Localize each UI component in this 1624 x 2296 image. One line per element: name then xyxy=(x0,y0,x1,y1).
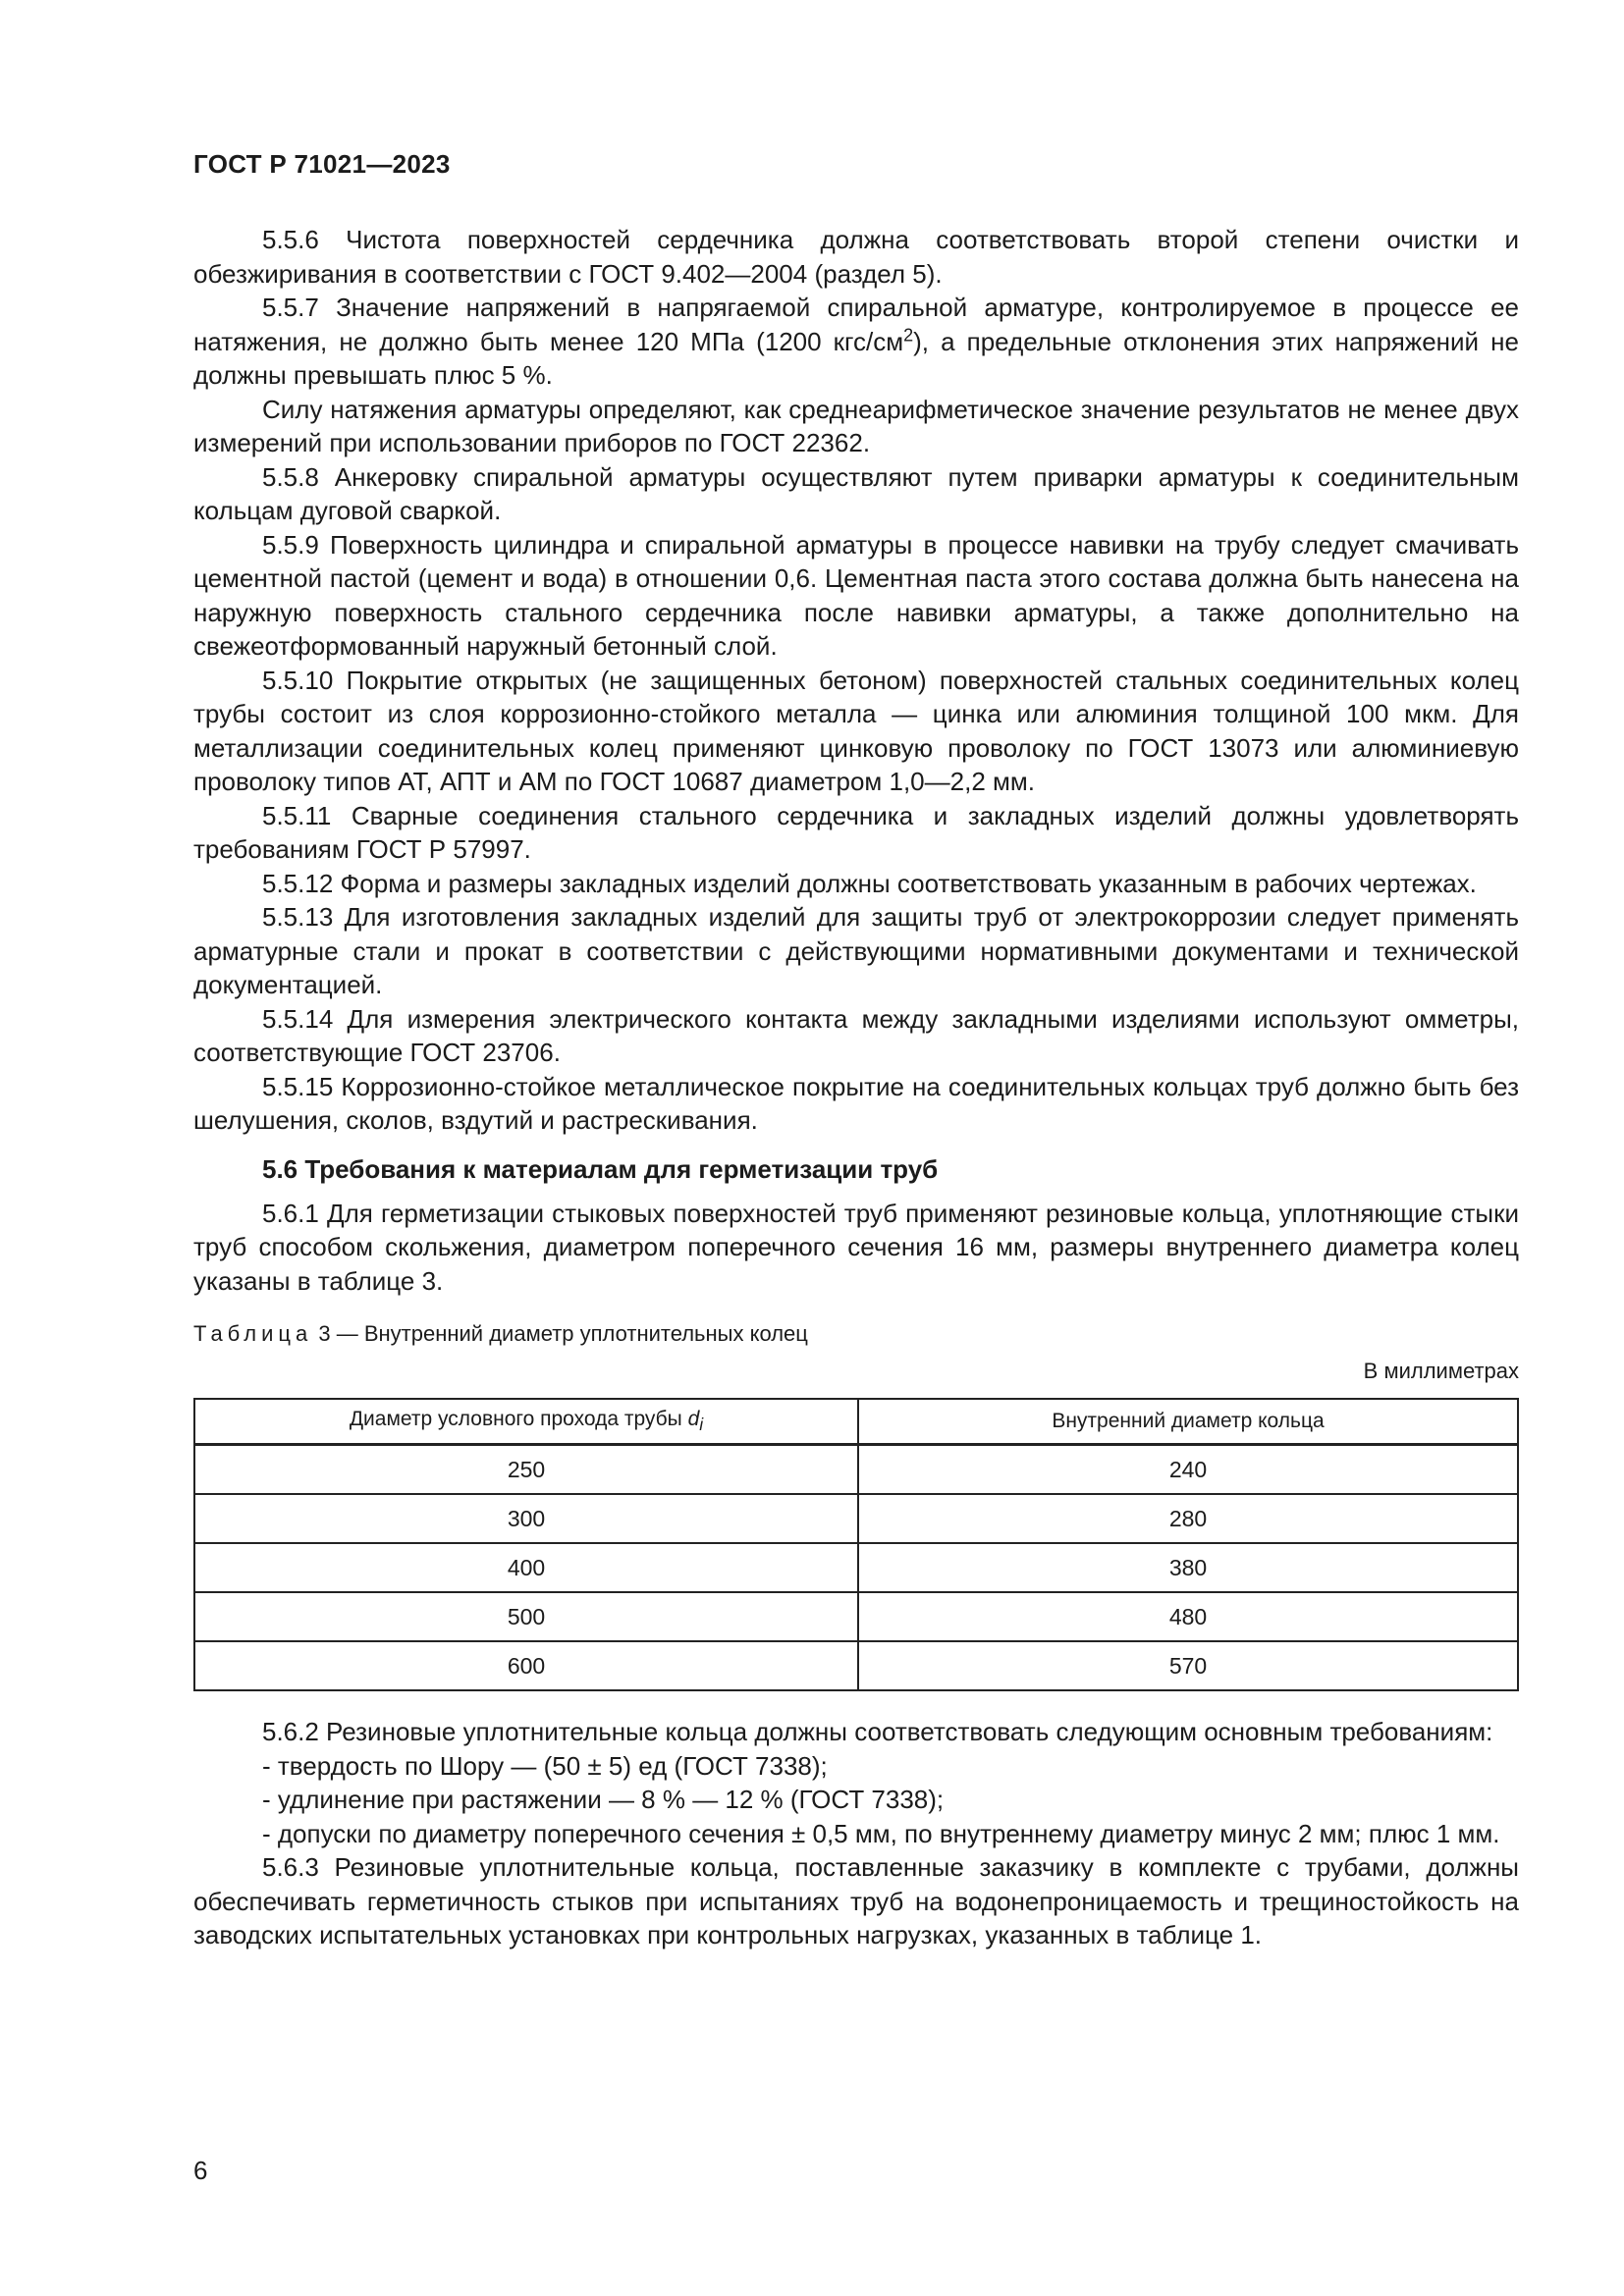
table-cell-nominal-diameter: 300 xyxy=(194,1494,858,1543)
table-row xyxy=(194,1641,1518,1690)
document-header: ГОСТ Р 71021—2023 xyxy=(193,149,451,179)
table-cell-ring-diameter: 240 xyxy=(858,1445,1518,1495)
table-cell-ring-diameter: 480 xyxy=(858,1592,1518,1641)
table-row xyxy=(194,1592,1518,1641)
table-3 xyxy=(193,1398,1519,1691)
table-row xyxy=(194,1494,1518,1543)
section-heading-5-6: 5.6 Требования к материалам для герметизации труб xyxy=(262,1153,939,1184)
table-cell-nominal-diameter: 250 xyxy=(194,1445,858,1495)
paragraph-5-5-12: 5.5.12 Форма и размеры закладных изделий должны соответствовать указанным в рабочих чертежах. xyxy=(262,868,1477,898)
paragraph-5-5-10: 5.5.10 Покрытие открытых (не защищенных бетоном) поверхностей стальных соединительных колец трубы состоит из слоя коррозионно-стойкого металла — цинка или алюминия толщиной 100 мкм. Для металлизации соединительных колец применяют цинковую проволоку по ГОСТ 13073 или алюминиевую проволоку типов АТ, АПТ и АМ по ГОСТ 10687 диаметром 1,0—2,2 мм. xyxy=(193,665,1519,796)
list-item-elongation: - удлинение при растяжении — 8 % — 12 % (ГОСТ 7338); xyxy=(262,1785,945,1814)
paragraph-5-5-11: 5.5.11 Сварные соединения стального сердечника и закладных изделий должны удовлетворять требованиям ГОСТ Р 57997. xyxy=(193,800,1519,864)
paragraph-5-5-7 xyxy=(193,291,1519,393)
table-cell-nominal-diameter: 400 xyxy=(194,1543,858,1592)
header-text: Диаметр условного прохода трубы xyxy=(349,1407,688,1430)
paragraph-5-6-3: 5.6.3 Резиновые уплотнительные кольца, поставленные заказчику в комплекте с трубами, должны обеспечивать герметичность стыков при испытаниях труб на водонепроницаемость и трещиностойкость на заводских испытательных установках при контрольных нагрузках, указанных в таблице 1. xyxy=(193,1852,1519,1949)
paragraph-5-5-9: 5.5.9 Поверхность цилиндра и спиральной арматуры в процессе навивки на трубу следует смачивать цементной пастой (цемент и вода) в отношении 0,6. Цементная паста этого состава должна быть нанесена на наружную поверхность стального сердечника после навивки арматуры, а также дополнительно на свежеотформованный наружный бетонный слой. xyxy=(193,529,1519,661)
paragraph-5-5-7-text-b: ), а предельные отклонения этих напряжений не должны превышать плюс 5 %. xyxy=(193,326,1519,390)
table-cell-ring-diameter: 570 xyxy=(858,1641,1518,1690)
table-row xyxy=(194,1543,1518,1592)
paragraph-5-5-14: 5.5.14 Для измерения электрического контакта между закладными изделиями используют омметры, соответствующие ГОСТ 23706. xyxy=(193,1003,1519,1067)
table-header-nominal-diameter xyxy=(194,1399,858,1445)
header-variable: d xyxy=(687,1407,700,1430)
paragraph-5-6-2: 5.6.2 Резиновые уплотнительные кольца должны соответствовать следующим основным требованиям: xyxy=(262,1717,1493,1746)
paragraph-5-5-8: 5.5.8 Анкеровку спиральной арматуры осуществляют путем приварки арматуры к соединительным кольцам дуговой сваркой. xyxy=(193,461,1519,525)
table-cell-nominal-diameter: 500 xyxy=(194,1592,858,1641)
page-number: 6 xyxy=(193,2156,208,2185)
table-header-row xyxy=(194,1399,1518,1445)
table-header-ring-inner-diameter: Внутренний диаметр кольца xyxy=(858,1399,1518,1445)
table-caption-text: 3 — Внутренний диаметр уплотнительных колец xyxy=(318,1321,808,1346)
table-units: В миллиметрах xyxy=(1363,1359,1519,1383)
paragraph-tension-force: Силу натяжения арматуры определяют, как среднеарифметическое значение результатов не менее двух измерений при использовании приборов по ГОСТ 22362. xyxy=(193,394,1519,457)
list-item-tolerances: - допуски по диаметру поперечного сечения ± 0,5 мм, по внутреннему диаметру минус 2 мм; плюс 1 мм. xyxy=(262,1818,1500,1848)
list-item-hardness: - твердость по Шору — (50 ± 5) ед (ГОСТ 7338); xyxy=(262,1750,828,1781)
table-cell-ring-diameter: 280 xyxy=(858,1494,1518,1543)
paragraph-5-5-6: 5.5.6 Чистота поверхностей сердечника должна соответствовать второй степени очистки и обезжиривания в соответствии с ГОСТ 9.402—2004 (раздел 5). xyxy=(193,225,1519,289)
paragraph-5-5-15: 5.5.15 Коррозионно-стойкое металлическое покрытие на соединительных кольцах труб должно быть без шелушения, сколов, вздутий и растрескивания. xyxy=(193,1071,1519,1135)
table-caption-word: Таблица xyxy=(193,1321,313,1346)
table-cell-nominal-diameter: 600 xyxy=(194,1641,858,1690)
document-body xyxy=(193,223,1519,1952)
paragraph-5-6-1: 5.6.1 Для герметизации стыковых поверхностей труб применяют резиновые кольца, уплотняющие стыки труб способом скольжения, диаметром поперечного сечения 16 мм, размеры внутреннего диаметра колец указаны в таблице 3. xyxy=(193,1198,1519,1296)
paragraph-5-5-13: 5.5.13 Для изготовления закладных изделий для защиты труб от электрокоррозии следует применять арматурные стали и прокат в соответствии с действующими нормативными документами и технической документацией. xyxy=(193,902,1519,999)
paragraph-5-5-7-text-a: 5.5.7 Значение напряжений в напрягаемой спиральной арматуре, контролируемое в процессе ее натяжения, не должно быть менее 120 МПа (1200 кгс/см xyxy=(193,293,1519,356)
table-row xyxy=(194,1445,1518,1495)
header-subscript: i xyxy=(699,1415,704,1435)
table-caption xyxy=(193,1319,1519,1349)
table-cell-ring-diameter: 380 xyxy=(858,1543,1518,1592)
superscript-2: 2 xyxy=(903,324,914,345)
